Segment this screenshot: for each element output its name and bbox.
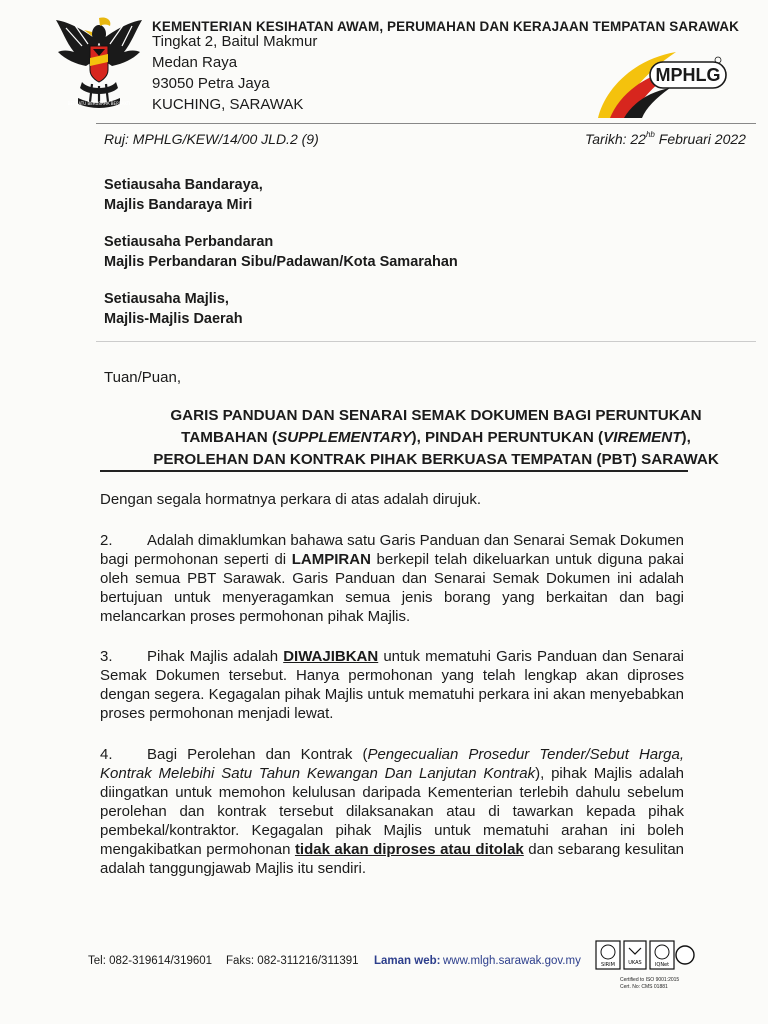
paragraph-text: Adalah dimaklumkan bahawa satu Garis Panduan dan Senarai Semak Dokumen bagi permohonan seperti di (100, 532, 684, 568)
certification-badges (595, 940, 695, 980)
paragraph-number: 3. (100, 648, 113, 665)
subject-line-3: PEROLEHAN DAN KONTRAK PIHAK BERKUASA TEMPATAN (PBT) SARAWAK (153, 451, 719, 468)
mphlg-logo (590, 40, 730, 120)
sarawak-crest-logo (52, 12, 146, 110)
subject-line-2 (96, 427, 768, 449)
svg-text:BERSATU BERUSAHA BERBAKTI: BERSATU BERUSAHA BERBAKTI (67, 101, 131, 106)
paragraph-number: 2. (100, 532, 113, 549)
recipient-1 (104, 175, 263, 215)
address-line-2: Medan Raya (152, 54, 238, 71)
paragraph-text: ), pihak Majlis adalah diingatkan untuk memohon kelulusan daripada Kementerian terlebih dahulu sebelum perolehan dan kontrak tersebut dilaksanakan atau di tawarkan kepada pihak pembekal/kontraktor. Kegagalan pihak Majlis untuk mematuhi arahan ini boleh mengakibatkan permohonan (100, 765, 684, 858)
recipient-1-org: Majlis Bandaraya Miri (104, 197, 253, 213)
subject-underline (100, 470, 688, 472)
footer-web-label: Laman web: (374, 955, 441, 967)
recipient-3-org: Majlis-Majlis Daerah (104, 311, 243, 327)
reference-number: Ruj: MPHLG/KEW/14/00 JLD.2 (9) (104, 131, 319, 147)
iqnet-badge-icon (650, 941, 674, 969)
paragraph-text: dan sebarang kesulitan adalah tanggungjawab Majlis itu sendiri. (100, 841, 685, 877)
address-line-4: KUCHING, SARAWAK (152, 96, 304, 113)
rejection-bold: tidak akan diproses atau ditolak (294, 841, 524, 858)
mphlg-logo-text: MPHLG (655, 65, 721, 85)
salutation: Tuan/Puan, (104, 369, 181, 386)
exception-italic: Pengecualian Prosedur Tender/Sebut Harga, Kontrak Melebihi Satu Tahun Kewangan Dan Lanjutan Kontrak (100, 746, 684, 782)
footer-web-url[interactable]: www.mlgh.sarawak.gov.my (443, 955, 581, 967)
paragraph-text: Bagi Perolehan dan Kontrak ( (147, 746, 368, 763)
cert-number-text: Cert. No: CMS 01881 (620, 984, 668, 990)
recipient-2 (104, 232, 458, 272)
paragraph-text: Pihak Majlis adalah (147, 648, 284, 665)
fold-line (96, 341, 756, 342)
ukas-badge-label: UKAS (628, 960, 642, 966)
footer-phone: Tel: 082-319614/319601 (88, 955, 213, 967)
date-suffix: Februari 2022 (654, 131, 746, 147)
ministry-name: KEMENTERIAN KESIHATAN AWAM, PERUMAHAN DAN KERAJAAN TEMPATAN SARAWAK (152, 19, 739, 34)
recipient-1-title: Setiausaha Bandaraya, (104, 177, 263, 193)
cert-iso-text: Certified to ISO 9001:2015 (620, 977, 680, 983)
sirim-badge-icon (596, 941, 620, 969)
paragraph-text: berkepil telah dikeluarkan untuk diguna pakai oleh semua PBT Sarawak. Garis Panduan dan Senarai Semak Dokumen ini adalah bertujuan untuk menyeragamkan semua jenis borang yang berkaitan dan bagi melancarkan proses permohonan pihak Majlis. (100, 551, 684, 625)
paragraph-4 (100, 745, 684, 878)
recipient-2-title: Setiausaha Perbandaran (104, 234, 274, 250)
ukas-badge-icon (624, 941, 646, 969)
paragraph-2 (100, 531, 684, 626)
iqnet-logo-icon (676, 946, 694, 964)
lampiran-bold: LAMPIRAN (291, 551, 371, 568)
sirim-badge-label: SIRIM (601, 962, 615, 968)
paragraph-number: 4. (100, 746, 113, 763)
subject-italic-virement: VIREMENT (603, 429, 682, 446)
address-line-3: 93050 Petra Jaya (152, 75, 270, 92)
paragraph-3 (100, 647, 684, 723)
date-superscript: hb (645, 130, 655, 140)
header-divider (96, 123, 756, 124)
recipient-3 (104, 289, 243, 329)
date-prefix: Tarikh: 22 (585, 131, 646, 147)
footer-fax: Faks: 082-311216/311391 (226, 955, 359, 967)
subject-text: TAMBAHAN ( (181, 429, 278, 446)
recipient-2-org: Majlis Perbandaran Sibu/Padawan/Kota Samarahan (104, 254, 458, 270)
subject-italic-supplementary: SUPPLEMENTARY (277, 429, 412, 446)
letter-date (585, 131, 746, 147)
intro-paragraph: Dengan segala hormatnya perkara di atas adalah dirujuk. (100, 491, 482, 508)
subject-text: ), PINDAH PERUNTUKAN ( (411, 429, 604, 446)
subject-text: ), (681, 429, 691, 446)
paragraph-text: untuk mematuhi Garis Panduan dan Senarai Semak Dokumen tersebut. Hanya permohonan yang telah lengkap akan diproses dengan segera. Kegagalan pihak Majlis untuk mematuhi perkara ini akan menyebabkan proses permohonan menjadi lewat. (100, 648, 684, 722)
address-line-1: Tingkat 2, Baitul Makmur (152, 33, 318, 50)
diwajibkan-bold: DIWAJIBKAN (283, 648, 379, 665)
recipient-3-title: Setiausaha Majlis, (104, 291, 229, 307)
subject-line-1: GARIS PANDUAN DAN SENARAI SEMAK DOKUMEN BAGI PERUNTUKAN (170, 407, 702, 424)
iqnet-badge-label: IQNet (654, 962, 670, 968)
